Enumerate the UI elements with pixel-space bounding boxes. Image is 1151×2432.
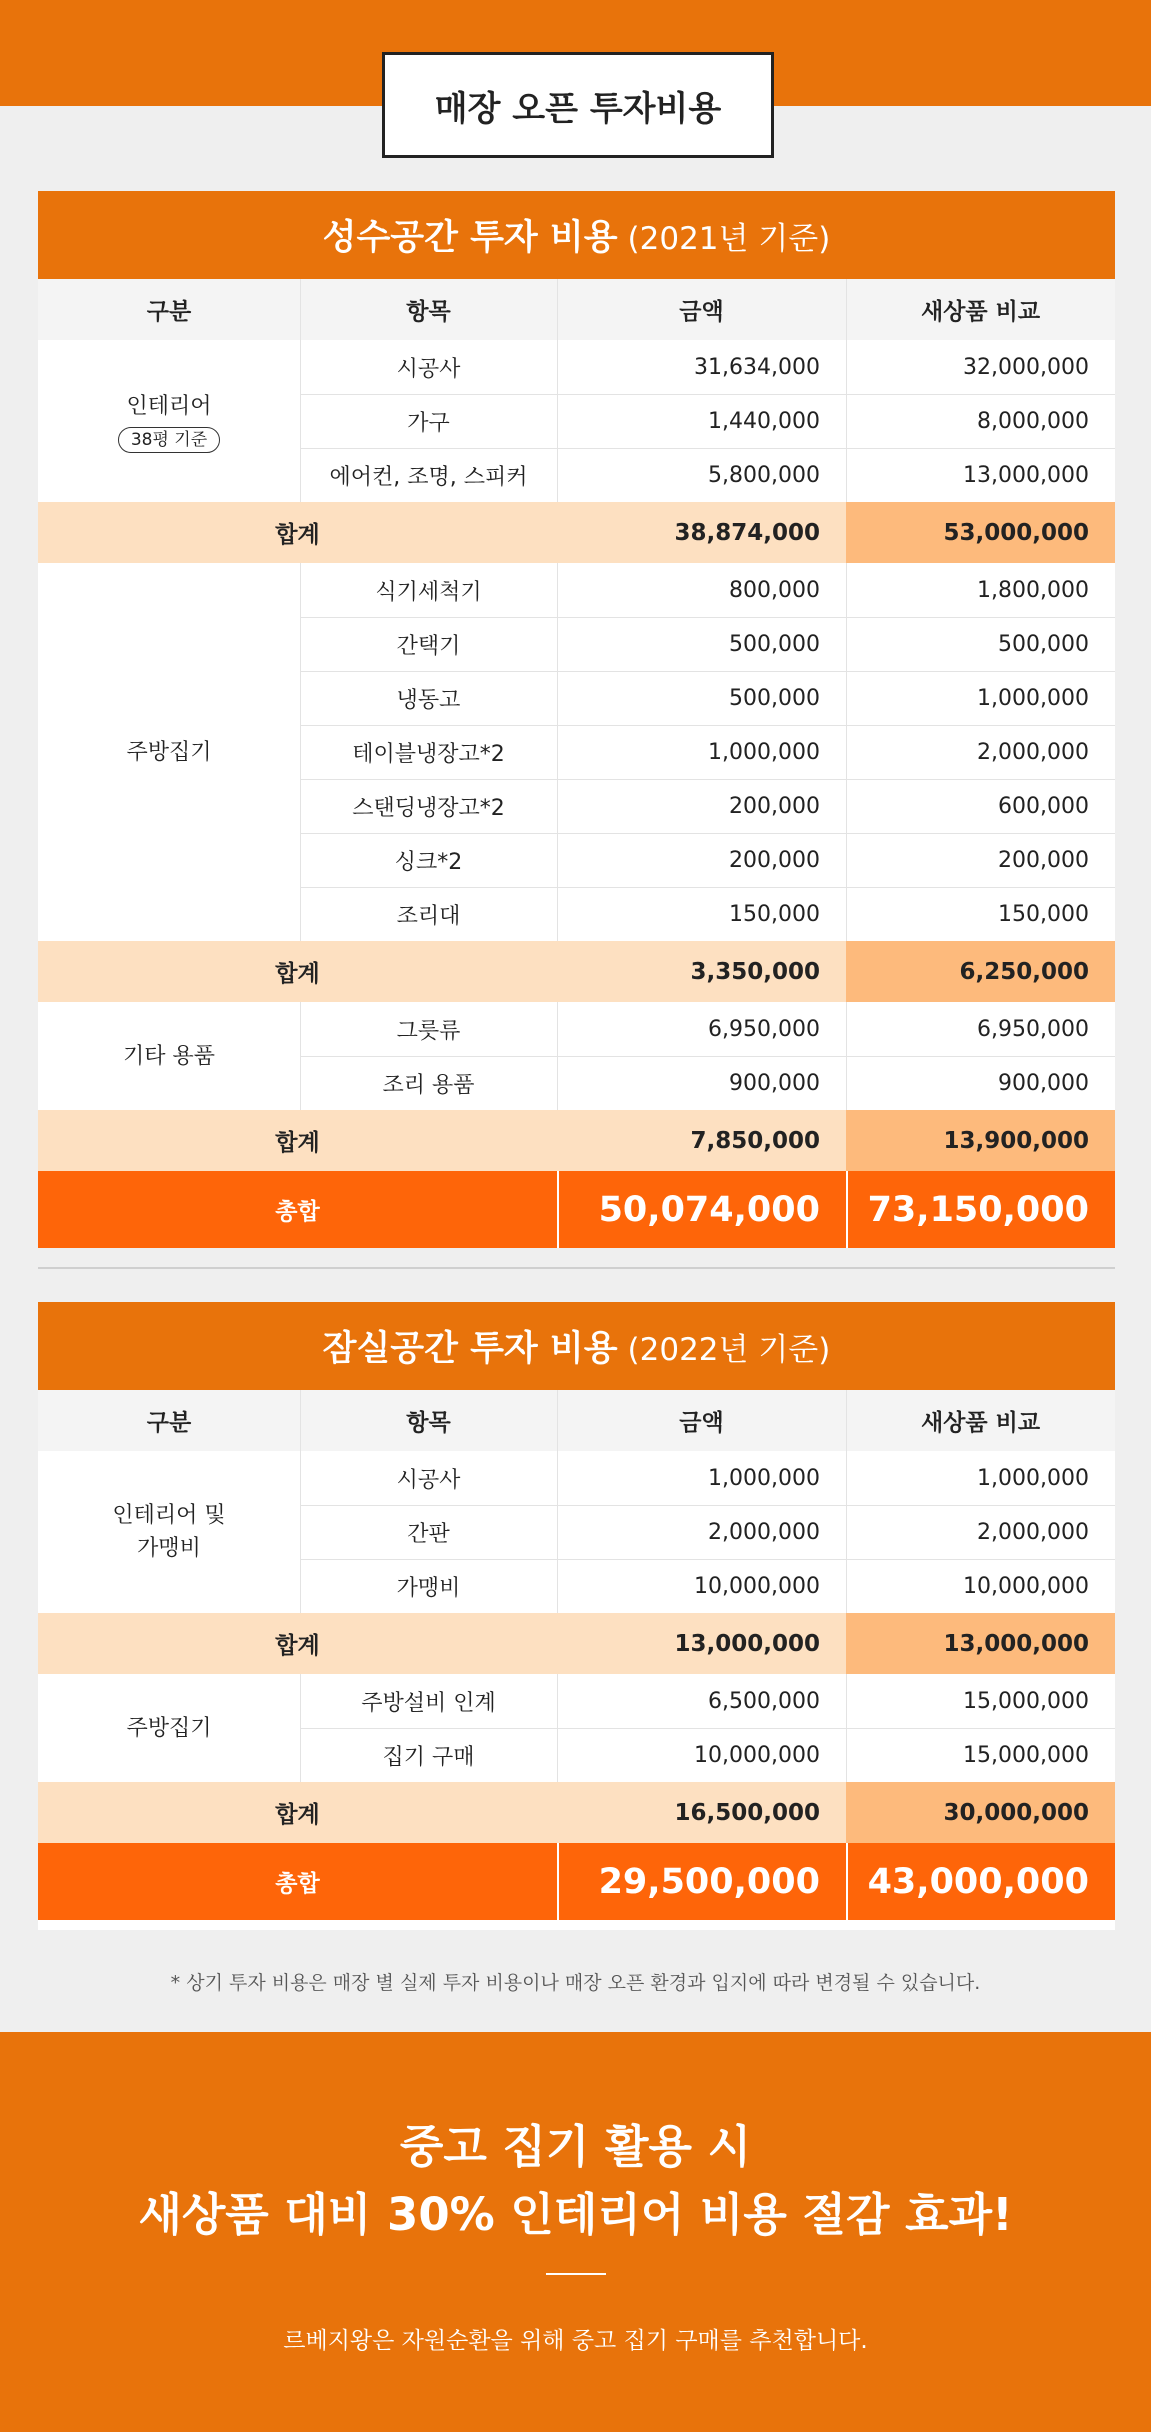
table-rule (557, 887, 558, 941)
item-cell: 식기세척기 (375, 579, 482, 605)
item-cell: 스탠딩냉장고*2 (352, 795, 505, 821)
new-compare-cell: 150,000 (998, 901, 1089, 927)
category-label: 주방집기 (126, 1715, 212, 1741)
item-cell: 테이블냉장고*2 (352, 741, 505, 767)
item-cell: 시공사 (396, 356, 461, 382)
amount-cell: 900,000 (729, 1070, 820, 1096)
amount-cell: 5,800,000 (708, 462, 820, 488)
table-rule (846, 1056, 847, 1110)
new-compare-cell: 2,000,000 (977, 1519, 1089, 1545)
table-rule (557, 725, 558, 779)
new-compare-cell: 900,000 (998, 1070, 1089, 1096)
new-compare-cell: 8,000,000 (977, 408, 1089, 434)
grand-total-new-compare: 43,000,000 (846, 1843, 1115, 1920)
category-label: 인테리어 (126, 393, 212, 419)
item-cell: 냉동고 (396, 687, 461, 713)
subtotal-new-compare: 13,900,000 (846, 1110, 1115, 1171)
table-rule (557, 833, 558, 887)
amount-cell: 6,500,000 (708, 1688, 820, 1714)
table-rule (846, 671, 847, 725)
grand-total-new-compare: 73,150,000 (846, 1171, 1115, 1248)
subtotal-new-compare: 13,000,000 (846, 1613, 1115, 1674)
table-rule (557, 394, 558, 448)
new-compare-cell: 15,000,000 (963, 1688, 1089, 1714)
table-rule (300, 887, 1115, 888)
item-cell: 가맹비 (396, 1575, 461, 1601)
category-cell (38, 1674, 300, 1782)
subtotal-label: 합계 (38, 502, 557, 563)
table-rule (557, 1674, 558, 1728)
amount-cell: 200,000 (729, 793, 820, 819)
table-rule (846, 1505, 847, 1559)
table-rule (557, 1843, 559, 1920)
amount-cell: 31,634,000 (694, 354, 820, 380)
grand-total-label: 총합 (38, 1843, 557, 1920)
category-label: 가맹비 (137, 1536, 201, 1561)
table-rule (846, 887, 847, 941)
table-rule (300, 833, 1115, 834)
new-compare-cell: 1,800,000 (977, 577, 1089, 603)
section-basis: (2022년 기준) (627, 1331, 831, 1368)
table-rule (557, 563, 558, 617)
table-rule (300, 1728, 1115, 1729)
new-compare-cell: 32,000,000 (963, 354, 1089, 380)
section-title: 잠실공간 투자 비용 (322, 1329, 618, 1369)
page-title: 매장 오픈 투자비용 (382, 52, 774, 158)
table-rule (300, 1056, 1115, 1057)
new-compare-cell: 6,950,000 (977, 1016, 1089, 1042)
category-cell (38, 340, 300, 502)
category-cell (38, 1451, 300, 1613)
table-rule (846, 448, 847, 502)
table-rule (300, 1505, 1115, 1506)
table-rule (846, 1843, 848, 1920)
table-rule (300, 779, 1115, 780)
category-cell (38, 1002, 300, 1110)
promo-headline-2: 새상품 대비 30% 인테리어 비용 절감 효과! (138, 2188, 1013, 2241)
column-header-item: 항목 (300, 1390, 557, 1451)
amount-cell: 10,000,000 (694, 1573, 820, 1599)
column-header-category: 구분 (38, 279, 300, 340)
item-cell: 간택기 (396, 633, 461, 659)
table-rule (846, 1002, 847, 1056)
amount-cell: 150,000 (729, 901, 820, 927)
new-compare-cell: 15,000,000 (963, 1742, 1089, 1768)
section-title: 성수공간 투자 비용 (322, 218, 618, 258)
item-cell: 조리 용품 (382, 1072, 475, 1098)
section-header (38, 191, 1115, 279)
new-compare-cell: 13,000,000 (963, 462, 1089, 488)
item-cell: 시공사 (396, 1467, 461, 1493)
subtotal-label: 합계 (38, 1613, 557, 1674)
amount-cell: 500,000 (729, 685, 820, 711)
table-rule (300, 1559, 1115, 1560)
subtotal-amount: 7,850,000 (557, 1110, 846, 1171)
amount-cell: 800,000 (729, 577, 820, 603)
grand-total-amount: 50,074,000 (557, 1171, 846, 1248)
column-header-new-compare: 새상품 비교 (846, 1390, 1115, 1451)
table-rule (846, 1728, 847, 1782)
section-divider (38, 1267, 1115, 1269)
table-rule (300, 279, 301, 340)
column-header-amount: 금액 (557, 1390, 846, 1451)
amount-cell: 6,950,000 (708, 1016, 820, 1042)
cost-table (38, 279, 1115, 1237)
table-rule (557, 279, 558, 340)
amount-cell: 1,000,000 (708, 739, 820, 765)
table-rule (557, 340, 558, 394)
grand-total-label: 총합 (38, 1171, 557, 1248)
table-rule (846, 779, 847, 833)
category-label: 기타 용품 (122, 1043, 215, 1069)
table-rule (557, 1002, 558, 1056)
column-header-amount: 금액 (557, 279, 846, 340)
table-rule (846, 1559, 847, 1613)
table-rule (557, 1390, 558, 1451)
subtotal-label: 합계 (38, 1110, 557, 1171)
category-label: 인테리어 및 (112, 1503, 226, 1528)
new-compare-cell: 2,000,000 (977, 739, 1089, 765)
table-rule (846, 1451, 847, 1505)
table-rule (300, 617, 1115, 618)
table-rule (557, 1559, 558, 1613)
jamsil-cost-section (38, 1302, 1115, 1930)
table-rule (300, 725, 1115, 726)
promo-banner (0, 2032, 1151, 2432)
footnote: * 상기 투자 비용은 매장 별 실제 투자 비용이나 매장 오픈 환경과 입지에 따라 변경될 수 있습니다. (170, 1972, 981, 1994)
table-rule (846, 279, 847, 340)
new-compare-cell: 200,000 (998, 847, 1089, 873)
table-rule (557, 779, 558, 833)
table-rule (846, 394, 847, 448)
item-cell: 간판 (407, 1521, 450, 1547)
subtotal-amount: 16,500,000 (557, 1782, 846, 1843)
item-cell: 주방설비 인계 (361, 1690, 496, 1716)
column-header-category: 구분 (38, 1390, 300, 1451)
item-cell: 싱크*2 (394, 849, 463, 875)
cost-table (38, 1390, 1115, 1930)
item-cell: 가구 (407, 410, 450, 436)
item-cell: 그릇류 (396, 1018, 461, 1044)
amount-cell: 500,000 (729, 631, 820, 657)
subtotal-new-compare: 53,000,000 (846, 502, 1115, 563)
table-rule (846, 340, 847, 394)
amount-cell: 10,000,000 (694, 1742, 820, 1768)
section-basis: (2021년 기준) (627, 220, 831, 257)
table-rule (300, 448, 1115, 449)
new-compare-cell: 10,000,000 (963, 1573, 1089, 1599)
promo-headline-1: 중고 집기 활용 시 (399, 2120, 752, 2173)
item-cell: 에어컨, 조명, 스피커 (329, 464, 528, 490)
promo-divider (546, 2273, 606, 2275)
area-badge: 38평 기준 (118, 427, 220, 453)
subtotal-label: 합계 (38, 941, 557, 1002)
new-compare-cell: 1,000,000 (977, 1465, 1089, 1491)
table-rule (846, 617, 847, 671)
new-compare-cell: 500,000 (998, 631, 1089, 657)
seongsu-cost-section (38, 191, 1115, 1237)
item-cell: 집기 구매 (382, 1744, 475, 1770)
table-rule (846, 1390, 847, 1451)
subtotal-new-compare: 6,250,000 (846, 941, 1115, 1002)
amount-cell: 200,000 (729, 847, 820, 873)
table-rule (557, 1451, 558, 1505)
table-rule (557, 1728, 558, 1782)
table-rule (557, 671, 558, 725)
column-header-new-compare: 새상품 비교 (846, 279, 1115, 340)
subtotal-amount: 38,874,000 (557, 502, 846, 563)
category-cell (38, 563, 300, 941)
table-rule (557, 617, 558, 671)
promo-description: 르베지왕은 자원순환을 위해 중고 집기 구매를 추천합니다. (283, 2328, 868, 2354)
table-rule (300, 1390, 301, 1451)
amount-cell: 1,440,000 (708, 408, 820, 434)
subtotal-amount: 13,000,000 (557, 1613, 846, 1674)
new-compare-cell: 1,000,000 (977, 685, 1089, 711)
column-header-item: 항목 (300, 279, 557, 340)
grand-total-amount: 29,500,000 (557, 1843, 846, 1920)
table-rule (557, 1505, 558, 1559)
table-rule (300, 671, 1115, 672)
subtotal-new-compare: 30,000,000 (846, 1782, 1115, 1843)
table-rule (300, 394, 1115, 395)
item-cell: 조리대 (396, 903, 461, 929)
new-compare-cell: 600,000 (998, 793, 1089, 819)
table-rule (557, 1056, 558, 1110)
table-rule (846, 1171, 848, 1248)
subtotal-label: 합계 (38, 1782, 557, 1843)
table-rule (846, 833, 847, 887)
section-header (38, 1302, 1115, 1390)
table-rule (846, 1674, 847, 1728)
amount-cell: 2,000,000 (708, 1519, 820, 1545)
table-rule (557, 1171, 559, 1248)
table-rule (557, 448, 558, 502)
table-rule (846, 563, 847, 617)
subtotal-amount: 3,350,000 (557, 941, 846, 1002)
category-label: 주방집기 (126, 739, 212, 765)
table-rule (846, 725, 847, 779)
amount-cell: 1,000,000 (708, 1465, 820, 1491)
